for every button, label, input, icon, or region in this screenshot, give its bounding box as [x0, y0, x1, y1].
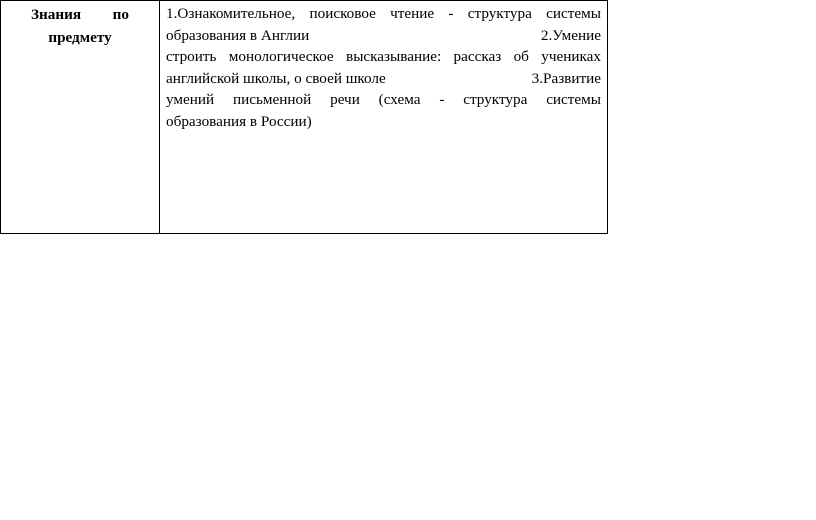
content-word: речи	[330, 91, 360, 108]
content-word: письменной	[232, 91, 312, 108]
content-line-2	[166, 25, 601, 47]
label-word-3: предмету	[48, 29, 112, 46]
content-cell	[160, 1, 608, 234]
table-row	[1, 1, 608, 234]
label-cell	[1, 1, 160, 234]
content-line-3	[166, 46, 601, 68]
content-word: системы	[546, 91, 601, 108]
content-line-6	[166, 111, 601, 133]
content-word: высказывание:	[346, 48, 442, 65]
curriculum-table	[0, 0, 608, 234]
content-word: -	[448, 5, 454, 22]
content-line-1	[166, 3, 601, 25]
label-word-1: Знания	[31, 6, 82, 23]
content-word: английской школы, о своей школе	[166, 69, 386, 87]
label-line-2	[9, 26, 151, 49]
content-word: поисковое	[309, 5, 376, 22]
content-word: 2.Умение	[540, 26, 601, 44]
content-word: монологическое	[228, 48, 334, 65]
content-word: образования в России)	[166, 112, 312, 130]
content-word: -	[439, 91, 445, 108]
content-word: 1.Ознакомительное,	[166, 5, 296, 22]
label-line-1	[9, 3, 151, 26]
content-line-4	[166, 68, 601, 90]
content-word: умений	[166, 91, 215, 108]
content-word: рассказ	[453, 48, 502, 65]
content-word: образования в Англии	[166, 26, 310, 44]
content-word: учениках	[541, 48, 601, 65]
label-word-2: по	[112, 6, 129, 23]
content-word: структура	[467, 5, 532, 22]
content-word: системы	[546, 5, 601, 22]
content-word: (схема	[378, 91, 421, 108]
content-word: чтение	[390, 5, 435, 22]
content-word: структура	[463, 91, 528, 108]
content-word: об	[513, 48, 529, 65]
content-word: 3.Развитие	[531, 69, 601, 87]
content-word: строить	[166, 48, 217, 65]
content-line-5	[166, 89, 601, 111]
